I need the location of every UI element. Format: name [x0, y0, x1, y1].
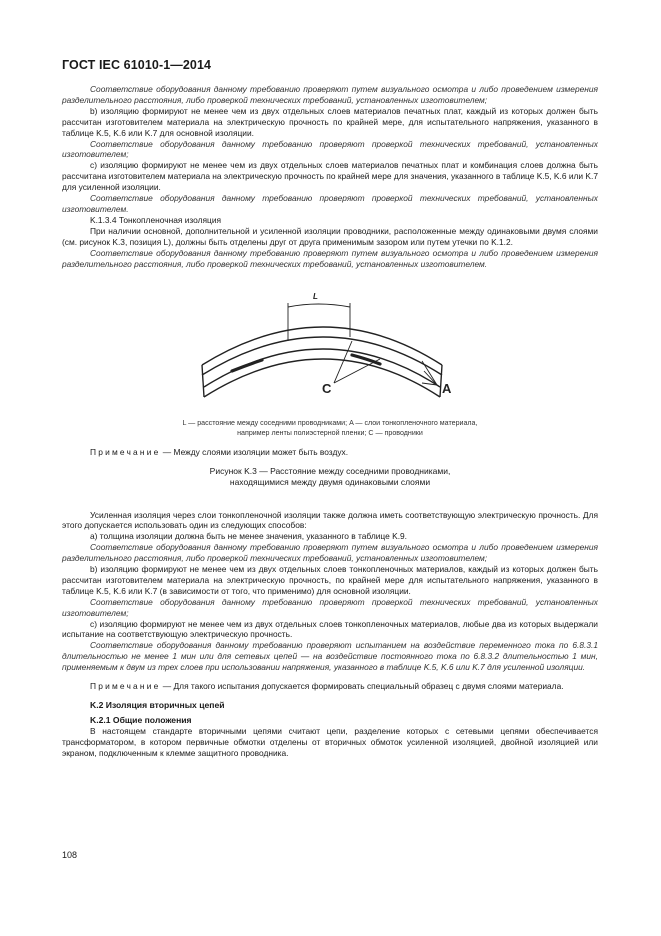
leader-line — [422, 361, 437, 385]
note-label: Примечание — [90, 446, 161, 457]
note-label: Примечание — [90, 681, 161, 692]
paragraph: В настоящем стандарте вторичными цепями считают цепи, разделение которых с сетевыми цепями обеспечивается трансформатором, в котором первичные обмотки отделены от вторичных обмоток усиленной изоляцией, двойной изоляцией или экраном, подключенным к клемме защитного проводника. — [62, 726, 598, 758]
paragraph: При наличии основной, дополнительной и усиленной изоляции проводники, расположенные между одинаковыми двумя слоями (см. рисунок K.3, позиция L), должны быть отделены друг от друга применимым зазором или путем утечки по K.1.2. — [62, 225, 598, 247]
figure-k3-drawing — [62, 277, 598, 419]
section-title-k21: K.2.1 Общие положения — [90, 715, 192, 725]
dimension-line — [288, 304, 350, 307]
paragraph: Соответствие оборудования данному требованию проверяют проверкой технических требований, установленных изготовителем. — [62, 193, 598, 214]
figure-title-line2: находящимися между двумя одинаковыми слоями — [229, 476, 431, 487]
paragraph: b) изоляцию формируют не менее чем из двух отдельных слоев тонкопленочных материалов, каждый из которых должен быть рассчитан изготовителем материала на электрическую прочность, по крайней мере для испытательного напряжения, указанного в таблице K.5, K.6 или K.7 (в зависимости от того, что применимо) для основной изоляции. — [62, 564, 598, 596]
figure-note — [62, 447, 598, 458]
conductor — [232, 360, 262, 371]
document-page — [62, 58, 598, 759]
paragraph: Соответствие оборудования данному требованию проверяют проверкой технических требований, установленных изготовителем; — [62, 596, 598, 618]
label-A: A — [442, 381, 452, 397]
label-C: C — [322, 381, 332, 397]
leader-line — [334, 341, 352, 383]
figure-caption-line1: L — расстояние между соседними проводниками; A — слои тонкопленочного материала, — [182, 419, 478, 428]
section-title-k2: K.2 Изоляция вторичных цепей — [90, 700, 225, 710]
spacer — [62, 488, 598, 510]
page-number: 108 — [62, 850, 78, 860]
paragraph: a) толщина изоляции должна быть не менее значения, указанного в таблице K.9. — [90, 531, 408, 542]
subsection-title-k134: K.1.3.4 Тонкопленочная изоляция — [90, 214, 222, 225]
paragraph: c) изоляцию формируют не менее чем из двух отдельных слоев тонкопленочных материалов, любые два из которых выдержали испытание на соответствующую электрическую прочность. — [62, 618, 598, 640]
layer-edge — [202, 365, 204, 397]
test-note — [62, 681, 598, 692]
paragraph: Соответствие оборудования данному требованию проверяют путем визуального осмотра и либо проведением измерения разделительного расстояния, либо проверкой технических требований, установленных изготовителем. — [62, 247, 598, 269]
paragraph: b) изоляцию формируют не менее чем из двух отдельных слоев материалов печатных плат, каждый из которых должен быть рассчитан изготовителем материала на электрическую прочность по крайней мере, для испытательного напряжения, указанного в таблице K.5, K.6 или K.7 для основной изоляции. — [62, 105, 598, 138]
figure-caption-line2: например ленты полиэстерной пленки; C — проводники — [237, 429, 423, 437]
paragraph: Соответствие оборудования данному требованию проверяют путем визуального осмотра и либо проведением измерения разделительного расстояния, либо проверкой технических требований, установленных изготовителем; — [62, 84, 598, 105]
figure-title-line1: Рисунок K.3 — Расстояние между соседними проводниками, — [209, 465, 451, 476]
label-L: L — [313, 292, 318, 302]
document-header: ГОСТ IEC 61010-1—2014 — [62, 58, 212, 72]
figure-k3 — [62, 277, 598, 419]
note-text: — Для такого испытания допускается формировать специальный образец с двумя слоями материала. — [160, 681, 564, 692]
paragraph: Соответствие оборудования данному требованию проверяют путем визуального осмотра и либо проведением измерения разделительного расстояния, либо проверкой технических требований, установленных изготовителем; — [62, 542, 598, 564]
paragraph: Соответствие оборудования данному требованию проверяют испытанием на воздействие переменного тока по 6.8.3.1 длительностью не менее 1 мин или для сетевых цепей — на воздействие постоянного тока по 6.8.3.2 длительностью 1 мин, применяемым к двум из трех слоев при использовании напряжения, указанного в таблице K.5, K.6 или K.7 для усиленной изоляции. — [62, 640, 598, 673]
note-text: — Между слоями изоляции может быть воздух. — [160, 446, 349, 457]
paragraph: Соответствие оборудования данному требованию проверяют проверкой технических требований, установленных изготовителем; — [62, 138, 598, 160]
paragraph: c) изоляцию формируют не менее чем из двух отдельных слоев материалов печатных плат и комбинация слоев должна быть рассчитана изготовителем материала на электрическую прочность по крайней мере для значения, указанного в таблице K.5, K.6 или K.7 для усиленной изоляции. — [62, 160, 598, 193]
paragraph: Усиленная изоляция через слои тонкопленочной изоляции также должна иметь соответствующую электрическую прочность. Для этого допускается использовать один из следующих способов: — [62, 509, 598, 531]
